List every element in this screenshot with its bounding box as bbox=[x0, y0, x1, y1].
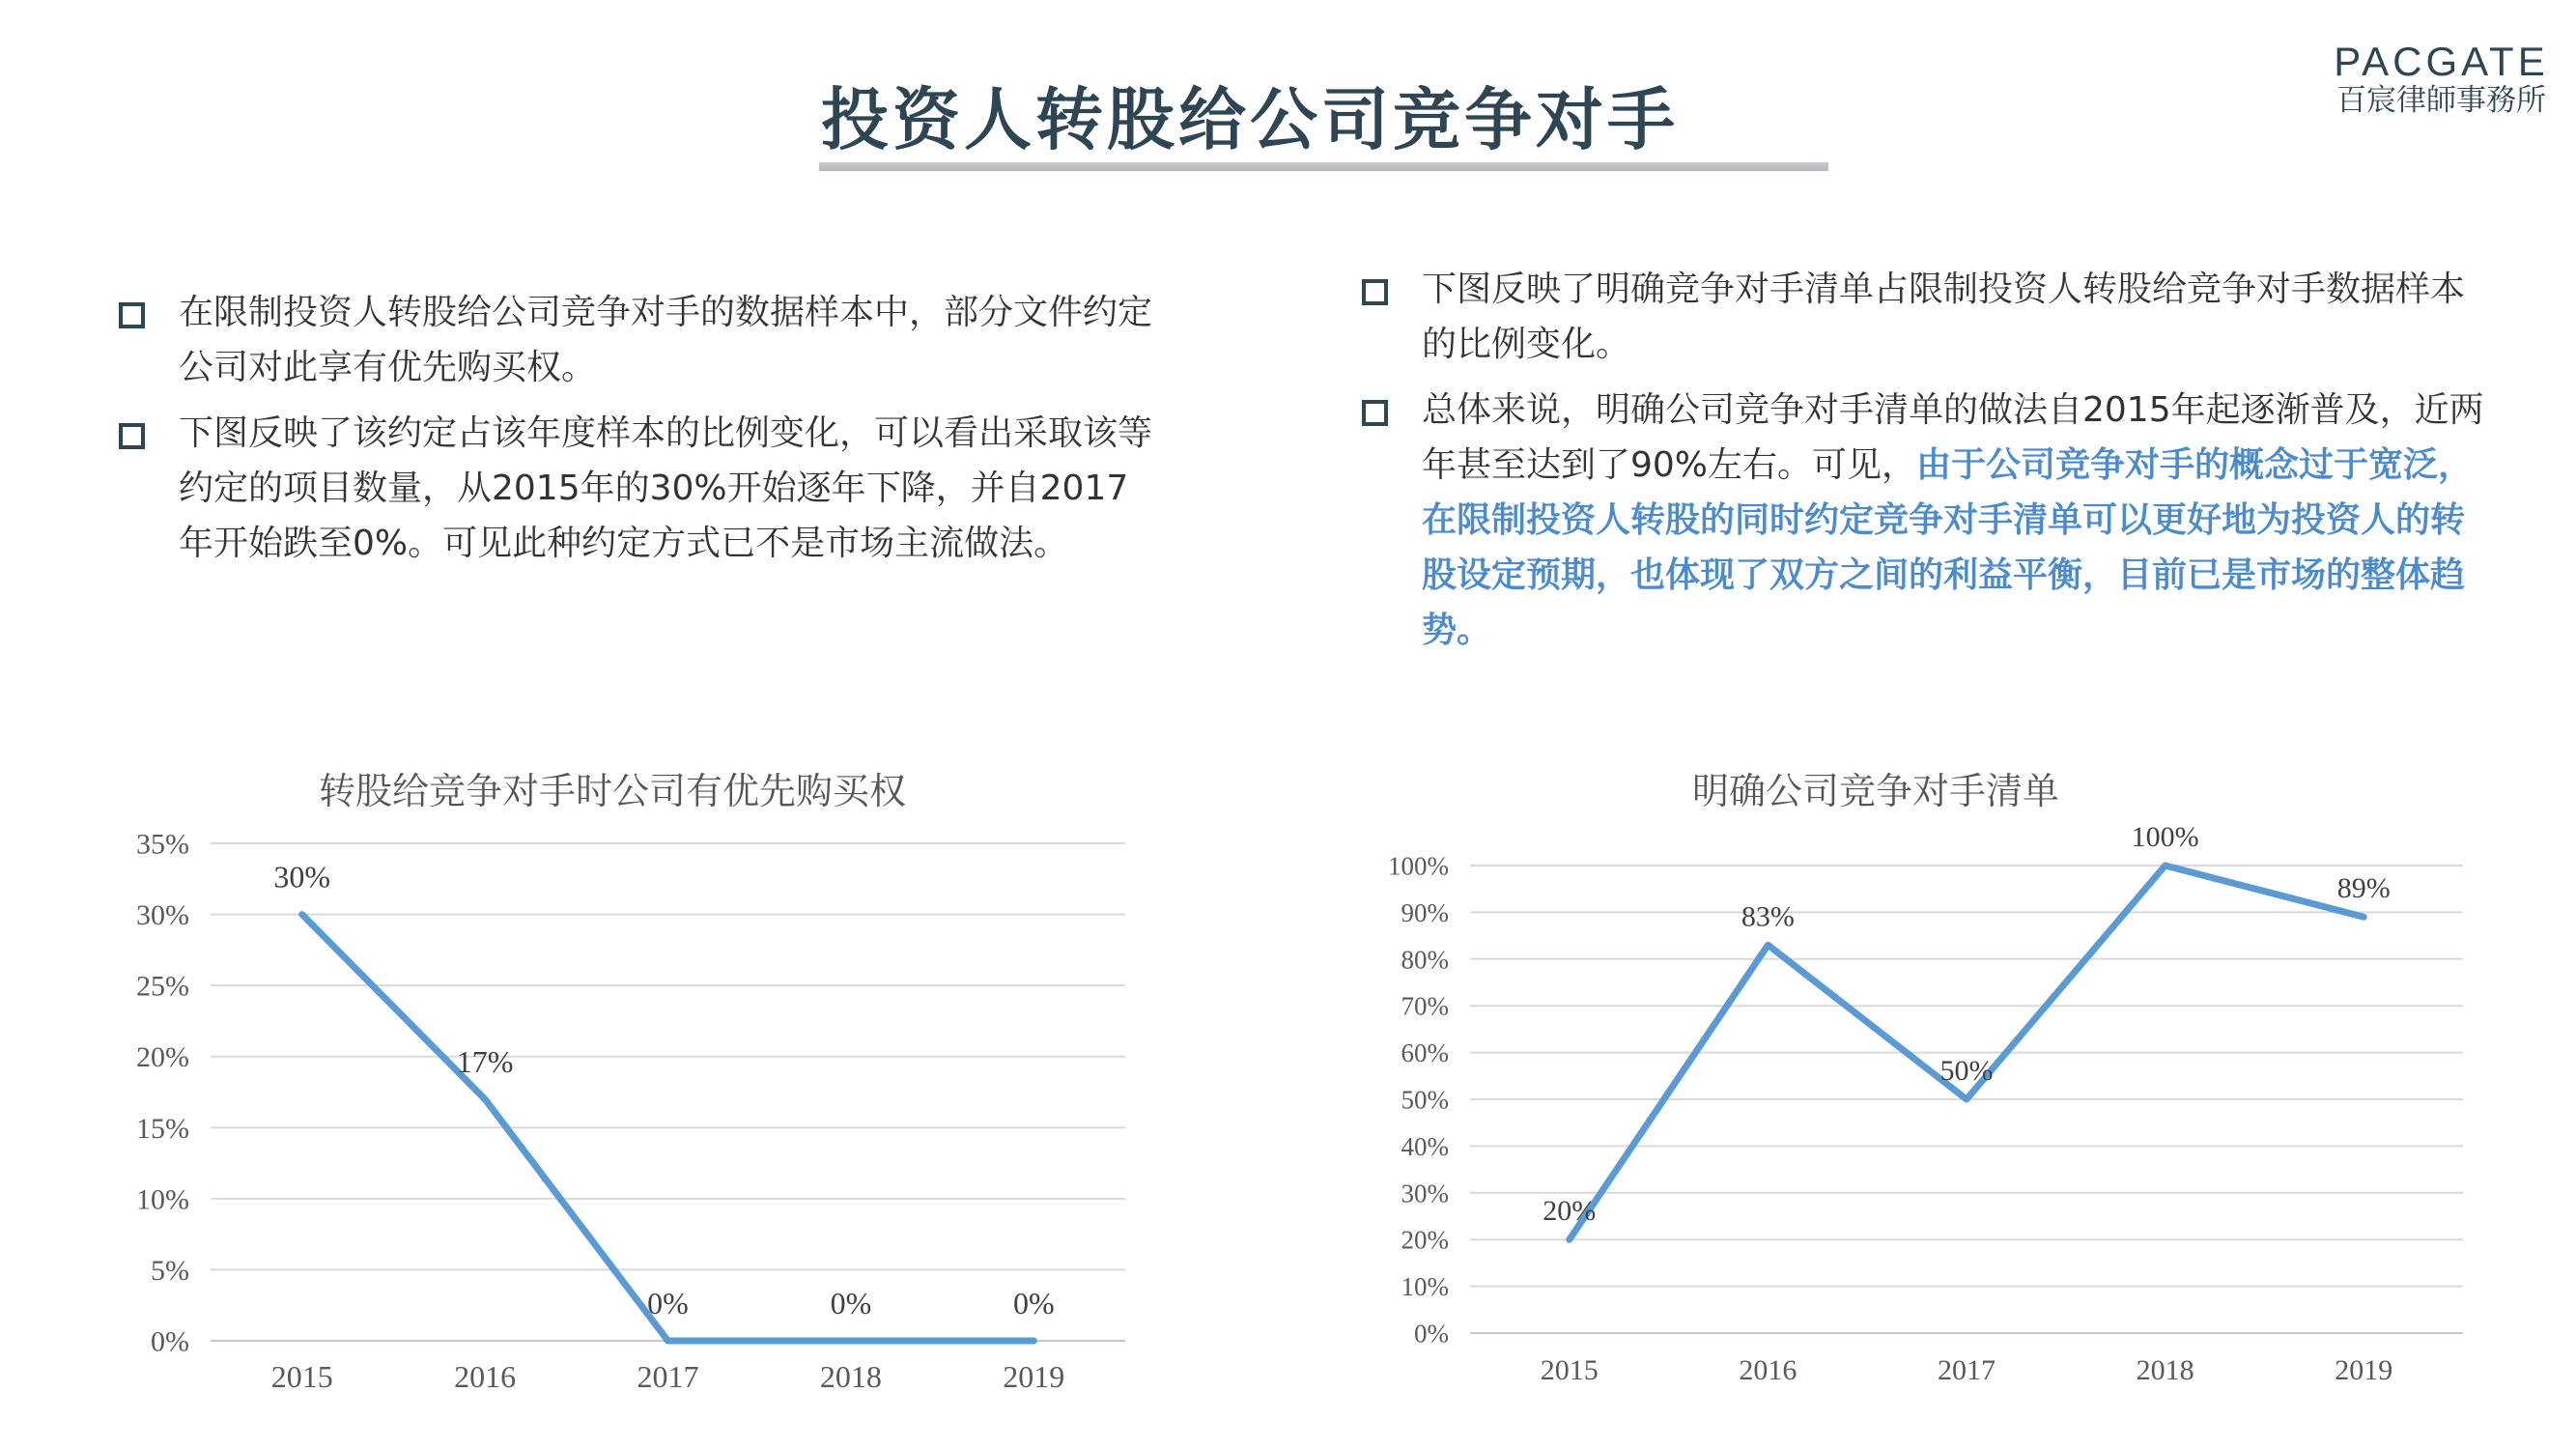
x-tick-label: 2015 bbox=[270, 1359, 333, 1394]
data-label: 50% bbox=[1939, 1055, 1994, 1087]
x-tick-label: 2019 bbox=[1003, 1359, 1065, 1394]
y-tick-label: 30% bbox=[136, 899, 189, 932]
bullet-square-icon bbox=[1362, 279, 1388, 305]
x-tick-label: 2018 bbox=[2136, 1354, 2194, 1386]
bullet-square-icon bbox=[1362, 400, 1388, 426]
bullet-text: 总体来说，明确公司竞争对手清单的做法自2015年起逐渐普及，近两年甚至达到了90%左右。可见， bbox=[1422, 390, 2484, 485]
data-label: 0% bbox=[830, 1286, 872, 1321]
y-tick-label: 20% bbox=[1401, 1225, 1449, 1255]
y-tick-label: 70% bbox=[1401, 991, 1449, 1021]
bullet-square-icon bbox=[119, 302, 145, 328]
data-label: 100% bbox=[2131, 821, 2199, 853]
y-tick-label: 0% bbox=[1414, 1319, 1449, 1349]
x-tick-label: 2016 bbox=[1739, 1354, 1798, 1386]
y-tick-label: 90% bbox=[1401, 897, 1449, 927]
x-tick-label: 2017 bbox=[637, 1359, 699, 1394]
bullet-square-icon bbox=[119, 423, 145, 449]
logo-text-cn: 百宸律師事務所 bbox=[2336, 83, 2546, 118]
x-tick-label: 2017 bbox=[1938, 1354, 1996, 1386]
y-tick-label: 50% bbox=[1401, 1085, 1449, 1115]
bullet-text: 在限制投资人转股给公司竞争对手的数据样本中，部分文件约定公司对此享有优先购买权。 bbox=[179, 293, 1153, 387]
data-label: 0% bbox=[647, 1286, 689, 1321]
y-tick-label: 60% bbox=[1401, 1038, 1449, 1068]
chart-1-svg bbox=[97, 811, 1256, 1394]
y-tick-label: 10% bbox=[136, 1183, 189, 1216]
logo bbox=[2328, 41, 2555, 118]
y-tick-label: 10% bbox=[1401, 1272, 1449, 1302]
data-label: 89% bbox=[2336, 872, 2391, 905]
y-tick-label: 15% bbox=[136, 1112, 189, 1145]
y-tick-label: 40% bbox=[1401, 1131, 1449, 1161]
x-tick-label: 2019 bbox=[2335, 1354, 2393, 1386]
x-tick-label: 2015 bbox=[1540, 1354, 1599, 1386]
right-bullet-list bbox=[1362, 262, 2492, 668]
y-tick-label: 5% bbox=[151, 1254, 189, 1287]
data-label: 17% bbox=[456, 1043, 514, 1079]
chart-2-svg bbox=[1333, 811, 2492, 1386]
data-label: 20% bbox=[1543, 1195, 1597, 1228]
data-label: 0% bbox=[1012, 1286, 1055, 1321]
chart-1-title: 转股给竞争对手时公司有优先购买权 bbox=[319, 770, 907, 812]
right-bullet-2 bbox=[1362, 383, 2492, 658]
title-underline bbox=[819, 162, 1828, 171]
right-bullet-1 bbox=[1362, 262, 2492, 372]
left-bullet-2 bbox=[119, 406, 1152, 571]
y-tick-label: 100% bbox=[1388, 851, 1449, 881]
y-tick-label: 30% bbox=[1401, 1179, 1449, 1208]
y-tick-label: 25% bbox=[136, 970, 189, 1003]
chart-2-title: 明确公司竞争对手清单 bbox=[1692, 770, 2060, 812]
y-tick-label: 35% bbox=[136, 828, 189, 861]
x-tick-label: 2018 bbox=[819, 1359, 882, 1394]
bullet-text: 下图反映了明确竞争对手清单占限制投资人转股给竞争对手数据样本的比例变化。 bbox=[1422, 270, 2466, 364]
logo-text-en: PACGATE bbox=[2334, 39, 2549, 84]
bullet-emphasis-text: 由于公司竞争对手的概念过于宽泛，在限制投资人转股的同时约定竞争对手清单可以更好地为投资人的转股设定预期，也体现了双方之间的利益平衡，目前已是市场的整体趋势。 bbox=[1422, 445, 2474, 650]
data-label: 30% bbox=[273, 859, 331, 895]
y-tick-label: 20% bbox=[136, 1041, 189, 1074]
bullet-text: 下图反映了该约定占该年度样本的比例变化，可以看出采取该等约定的项目数量，从2015年的30%开始逐年下降，并自2017年开始跌至0%。可见此种约定方式已不是市场主流做法。 bbox=[179, 413, 1153, 563]
page-title: 投资人转股给公司竞争对手 bbox=[821, 80, 1679, 159]
left-bullet-1 bbox=[119, 285, 1152, 395]
data-label: 83% bbox=[1741, 900, 1795, 933]
y-tick-label: 0% bbox=[151, 1325, 189, 1358]
y-tick-label: 80% bbox=[1401, 945, 1449, 975]
left-bullet-list bbox=[119, 285, 1152, 582]
x-tick-label: 2016 bbox=[454, 1359, 517, 1394]
